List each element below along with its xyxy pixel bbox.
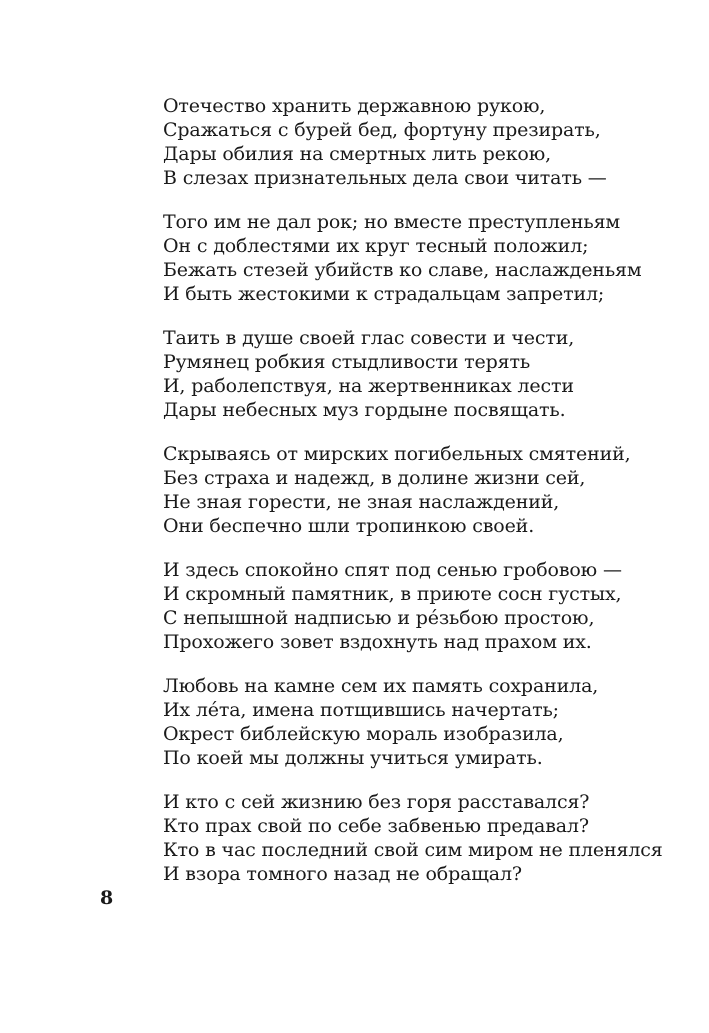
stanza-4	[163, 442, 683, 538]
poem-line: Отечество хранить державною рукою,	[163, 95, 546, 117]
poem-line: И быть жестокими к страдальцам запретил;	[163, 283, 605, 305]
stanza-5	[163, 558, 683, 654]
poem-line: Окрест библейскую мораль изобразила,	[163, 723, 564, 745]
poem-line: Не зная горести, не зная наслаждений,	[163, 491, 560, 513]
poem-line: Бежать стезей убийств ко славе, наслажденьям	[163, 259, 642, 281]
poem-line: Того им не дал рок; но вместе преступленьям	[163, 211, 621, 233]
poem-line: И взора томного назад не обращал?	[163, 863, 522, 885]
stanza-7	[163, 790, 683, 886]
poem-line: Дары небесных муз гордыне посвящать.	[163, 399, 566, 421]
poem-line: Сражаться с бурей бед, фортуну презирать,	[163, 119, 601, 141]
poem-line: И кто с сей жизнию без горя расставался?	[163, 791, 590, 813]
poem-line: Любовь на камне сем их память сохранила,	[163, 675, 599, 697]
poem-line: Дары обилия на смертных лить рекою,	[163, 143, 551, 165]
poem-line: Кто в час последний свой сим миром не пленялся	[163, 839, 663, 861]
poem-line: Без страха и надежд, в долине жизни сей,	[163, 467, 586, 489]
poem-line: Таить в душе своей глас совести и чести,	[163, 327, 575, 349]
poem-line: И здесь спокойно спят под сенью гробовою —	[163, 559, 622, 581]
stanza-1	[163, 94, 683, 190]
poem-line: В слезах признательных дела свои читать —	[163, 167, 607, 189]
poem-line: И скромный памятник, в приюте сосн густых,	[163, 583, 622, 605]
poem-line: Они беспечно шли тропинкою своей.	[163, 515, 535, 537]
poem-line: Прохожего зовет вздохнуть над прахом их.	[163, 631, 592, 653]
stanza-2	[163, 210, 683, 306]
poem-line: Румянец робкия стыдливости терять	[163, 351, 531, 373]
poem-line: Их ле́та, имена потщившись начертать;	[163, 699, 559, 721]
poem-text	[163, 94, 683, 906]
page-number: 8	[100, 887, 114, 909]
stanza-6	[163, 674, 683, 770]
poem-line: Кто прах свой по себе забвенью предавал?	[163, 815, 589, 837]
poem-line: И, раболепствуя, на жертвенниках лести	[163, 375, 574, 397]
stanza-3	[163, 326, 683, 422]
poem-line: Скрываясь от мирских погибельных смятений,	[163, 443, 631, 465]
poem-line: По коей мы должны учиться умирать.	[163, 747, 543, 769]
poem-line: С непышной надписью и ре́зьбою простою,	[163, 607, 595, 629]
poem-line: Он с доблестями их круг тесный положил;	[163, 235, 589, 257]
